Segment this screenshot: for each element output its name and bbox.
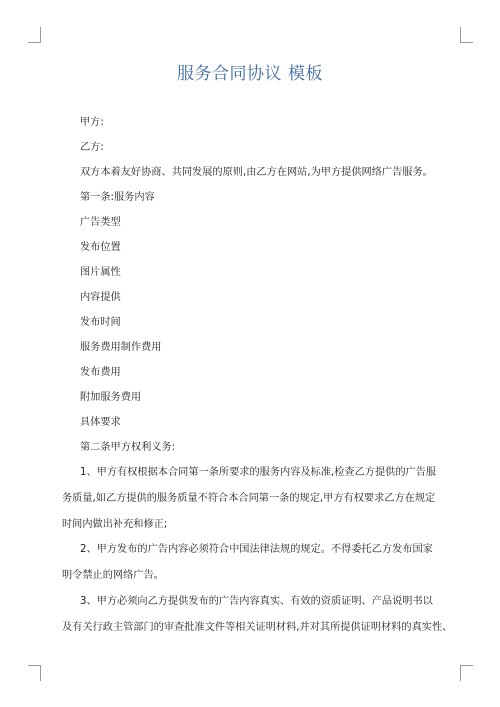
paragraph-line: 及有关行政主管部门的审查批准文件等相关证明材料,并对其所提供证明材料的真实性、 — [62, 622, 453, 633]
list-item: 服务费用制作费用 — [80, 342, 162, 353]
paragraph-line: 3、甲方必须向乙方提供发布的广告内容真实、有效的资质证明、产品说明书以 — [80, 596, 433, 607]
party-b-line: 乙方: — [80, 142, 104, 153]
list-item: 内容提供 — [80, 292, 121, 303]
corner-mark-top-right — [460, 27, 473, 43]
section-heading: 第一条:服务内容 — [80, 192, 155, 203]
corner-mark-bottom-left — [28, 665, 41, 681]
party-a-line: 甲方: — [80, 117, 104, 128]
list-item: 图片属性 — [80, 267, 121, 278]
corner-mark-top-left — [28, 27, 41, 43]
list-item: 发布时间 — [80, 317, 121, 328]
list-item: 附加服务费用 — [80, 392, 142, 403]
paragraph-line: 明令禁止的网络广告。 — [62, 570, 164, 581]
document-title: 服务合同协议 模板 — [177, 64, 323, 84]
corner-mark-bottom-right — [460, 665, 473, 681]
paragraph-line: 务质量,如乙方提供的服务质量不符合本合同第一条的规定,甲方有权要求乙方在规定 — [62, 493, 436, 504]
section-heading: 第二条甲方权利义务: — [80, 442, 176, 453]
paragraph-line: 2、甲方发布的广告内容必须符合中国法律法规的规定。不得委托乙方发布国家 — [80, 544, 433, 555]
intro-paragraph: 双方本着友好协商、共同发展的原则,由乙方在网站,为甲方提供网络广告服务。 — [80, 167, 433, 178]
list-item: 发布位置 — [80, 242, 121, 253]
paragraph-line: 时间内做出补充和修正; — [62, 519, 168, 530]
list-item: 发布费用 — [80, 367, 121, 378]
list-item: 广告类型 — [80, 217, 121, 228]
list-item: 具体要求 — [80, 417, 121, 428]
paragraph-line: 1、甲方有权根据本合同第一条所要求的服务内容及标准,检查乙方提供的广告服 — [80, 467, 437, 478]
